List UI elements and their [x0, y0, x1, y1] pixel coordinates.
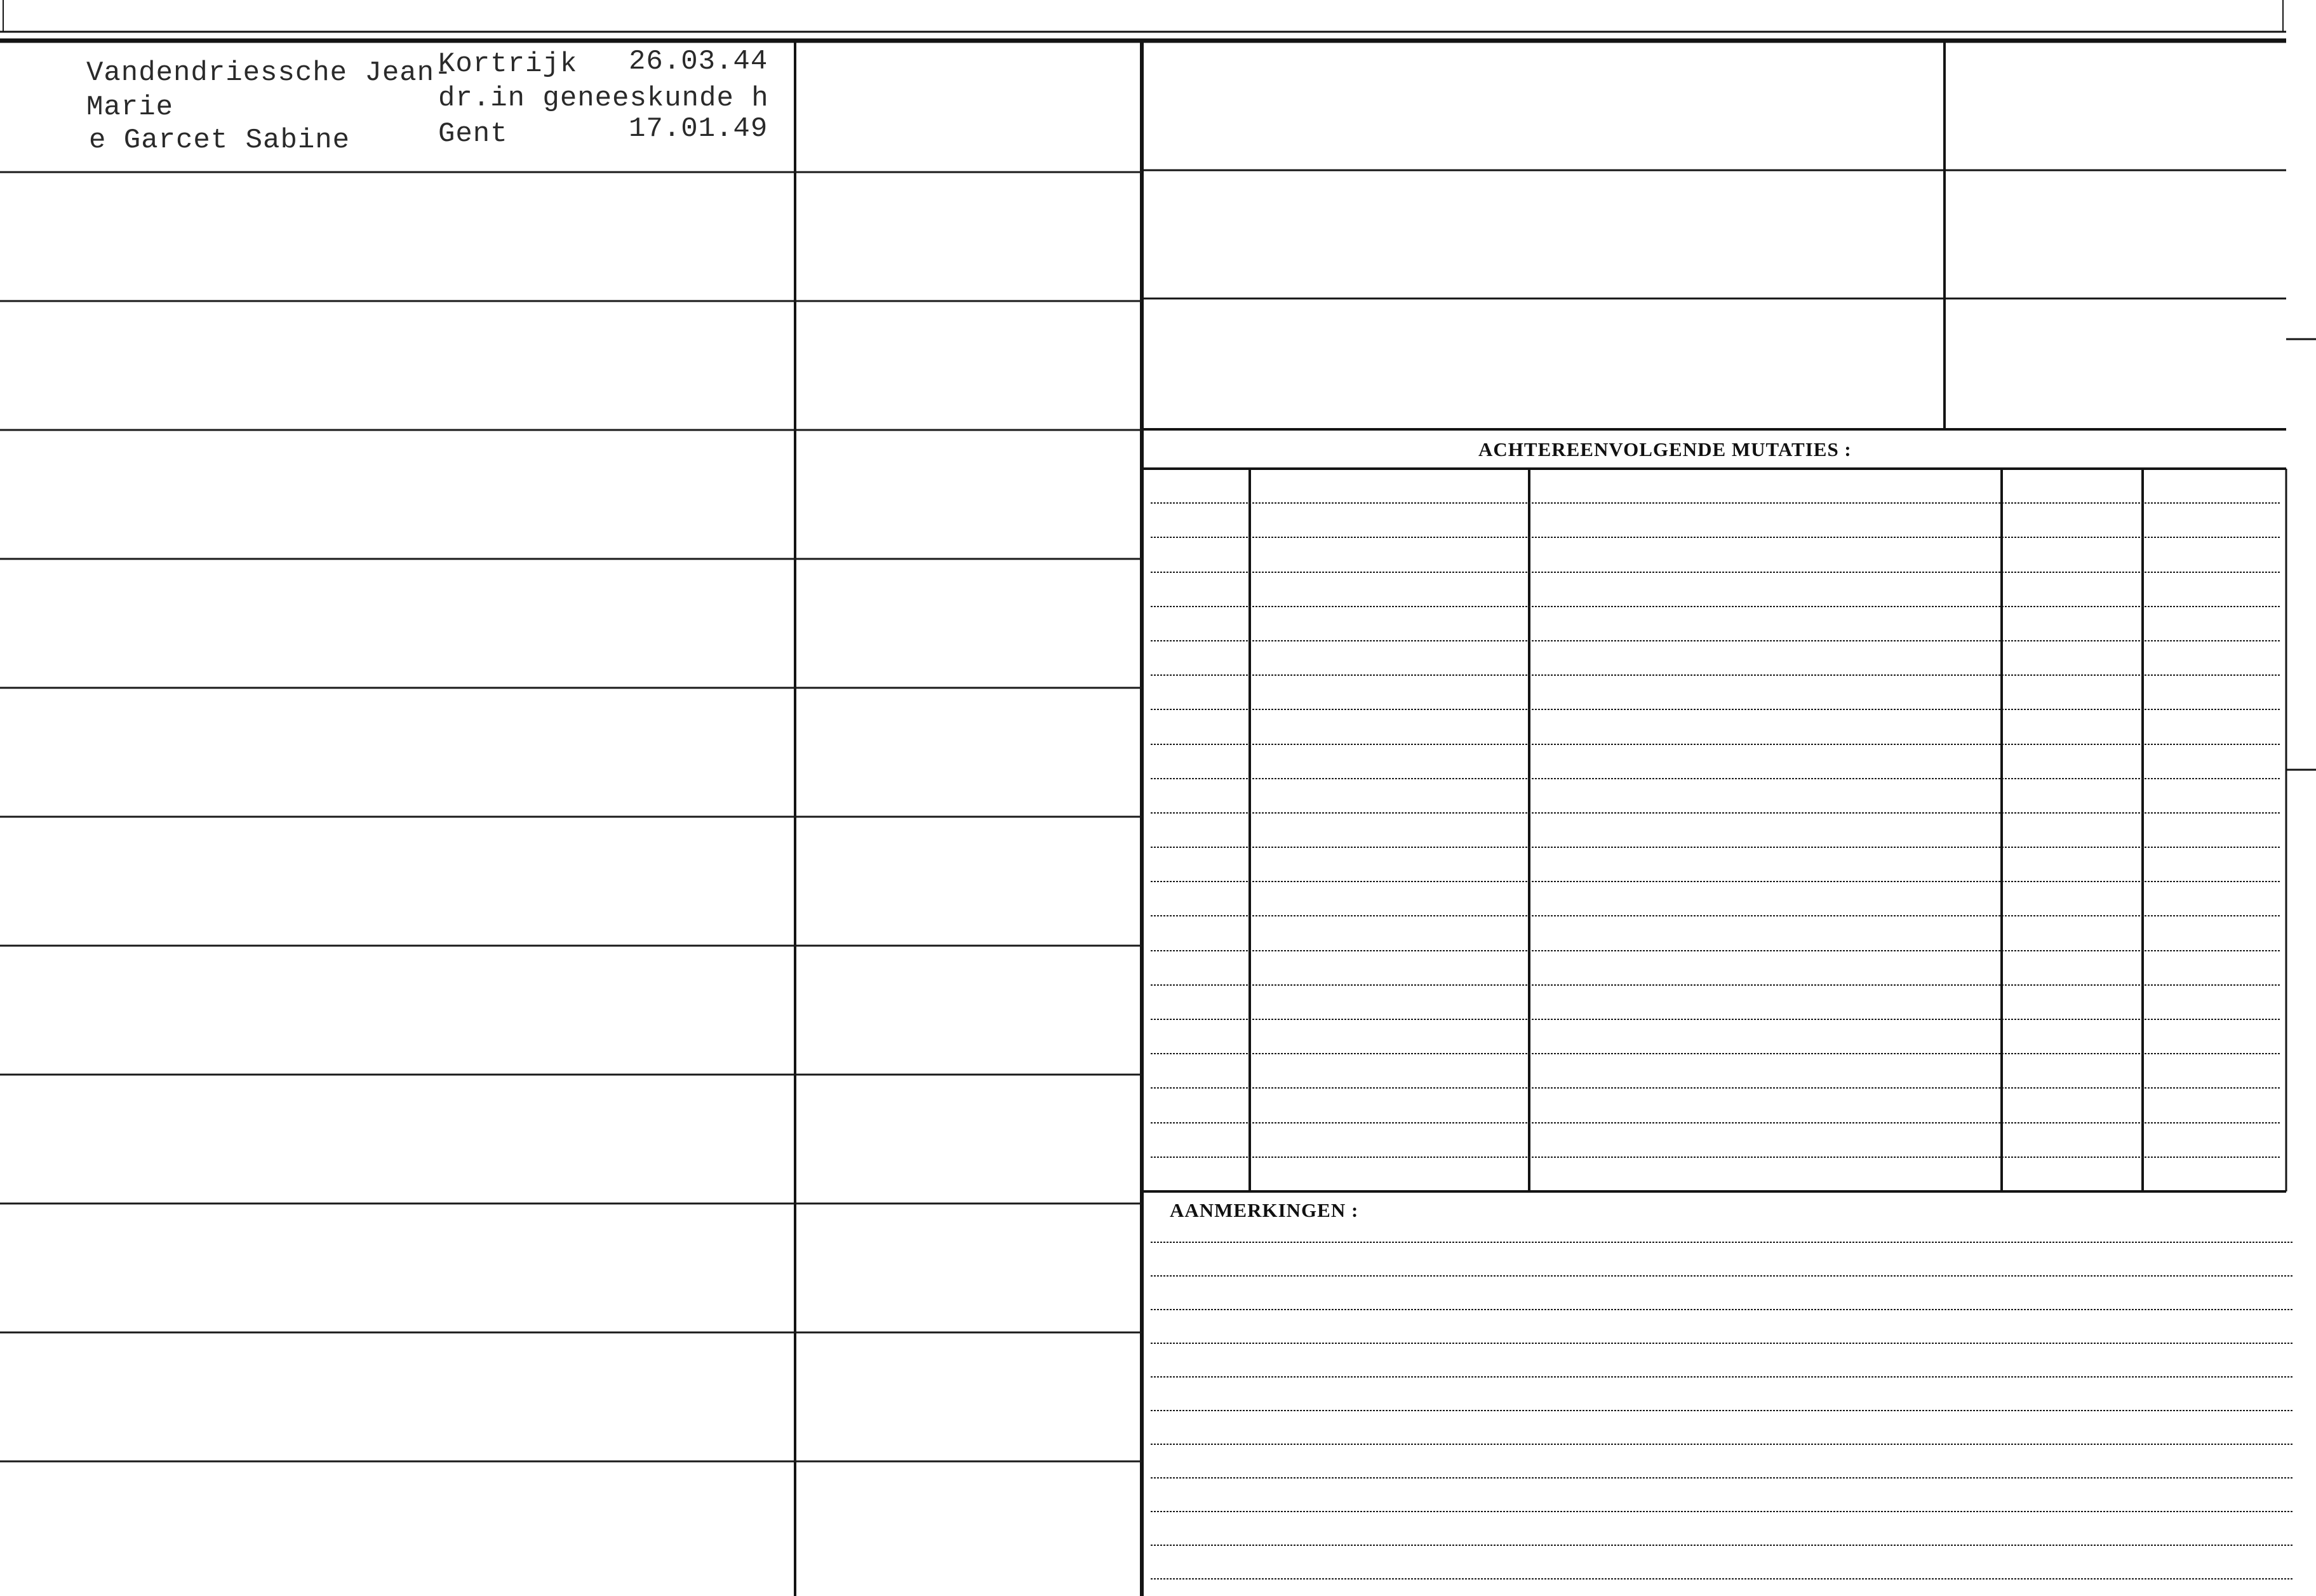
- left-register-grid: [0, 41, 1142, 1596]
- record-place-2: Gent: [438, 118, 508, 150]
- record-name-line1: Vandendriessche Jean-: [86, 57, 452, 89]
- record-occupation: dr.in geneeskunde h: [438, 83, 769, 114]
- record-name-line2: Marie: [86, 91, 174, 123]
- record-name-line3: e Garcet Sabine: [89, 124, 351, 156]
- remarks-section: [1151, 1199, 2293, 1579]
- record-place-1: Kortrijk: [438, 48, 578, 80]
- right-upper-boxes: [1142, 41, 2316, 770]
- mutations-header: ACHTEREENVOLGENDE MUTATIES :: [1478, 438, 1852, 460]
- record-date-2: 17.01.49: [629, 113, 768, 145]
- mutations-table: [1142, 438, 2286, 1191]
- remarks-header: AANMERKINGEN :: [1170, 1199, 1359, 1221]
- record-date-1: 26.03.44: [629, 46, 768, 77]
- person-record: [86, 46, 769, 156]
- top-strip: [0, 0, 2286, 41]
